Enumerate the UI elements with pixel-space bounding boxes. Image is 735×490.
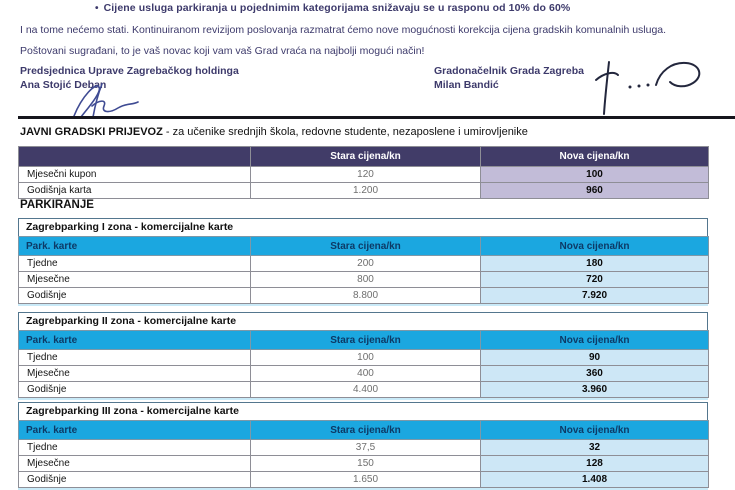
signatory-left-name: Ana Stojić Deban <box>20 79 107 91</box>
column-header-park-karte: Park. karte <box>19 237 251 256</box>
parking-zone-title: Zagrebparking II zona - komercijalne karte <box>18 312 708 330</box>
old-price-cell: 150 <box>251 456 481 472</box>
new-price-cell: 90 <box>481 350 709 366</box>
table-row <box>19 183 709 199</box>
transport-heading-bold: JAVNI GRADSKI PRIJEVOZ <box>20 126 163 138</box>
new-price-cell: 180 <box>481 256 709 272</box>
row-label: Godišnje <box>19 288 251 304</box>
row-label: Tjedne <box>19 440 251 456</box>
table-row <box>19 167 709 183</box>
parking-zone-table <box>18 402 708 488</box>
intro-paragraph-2: Poštovani sugrađani, to je vaš novac koji vam vaš Grad vraća na najbolji mogući način! <box>20 45 425 57</box>
old-price-cell: 100 <box>251 350 481 366</box>
signature-bandic-icon <box>578 54 710 120</box>
transport-header-row <box>19 147 709 167</box>
table-row <box>19 440 709 456</box>
bullet-icon: • <box>95 3 99 14</box>
signature-ana-icon <box>68 80 160 120</box>
row-label: Mjesečni kupon <box>19 167 251 183</box>
old-price-cell: 8.800 <box>251 288 481 304</box>
column-header-park-karte: Park. karte <box>19 421 251 440</box>
row-label: Godišnje <box>19 382 251 398</box>
column-header-old-price: Stara cijena/kn <box>251 237 481 256</box>
row-label: Godišnje <box>19 472 251 488</box>
table-row <box>19 288 709 304</box>
column-header-new-price: Nova cijena/kn <box>481 421 709 440</box>
transport-section-heading <box>20 126 528 138</box>
old-price-cell: 1.200 <box>251 183 481 199</box>
old-price-cell: 120 <box>251 167 481 183</box>
new-price-cell: 128 <box>481 456 709 472</box>
parking-zone-table <box>18 218 708 304</box>
old-price-cell: 37,5 <box>251 440 481 456</box>
row-label: Mjesečne <box>19 456 251 472</box>
new-price-cell: 7.920 <box>481 288 709 304</box>
old-price-cell: 200 <box>251 256 481 272</box>
old-price-cell: 1.650 <box>251 472 481 488</box>
row-label: Mjesečne <box>19 366 251 382</box>
new-price-cell: 960 <box>481 183 709 199</box>
intro-bullet-text: Cijene usluga parkiranja u pojednimim kategorijama snižavaju se u rasponu od 10% do 60% <box>103 2 571 14</box>
column-header-park-karte: Park. karte <box>19 331 251 350</box>
new-price-cell: 720 <box>481 272 709 288</box>
column-header-new-price: Nova cijena/kn <box>481 147 709 167</box>
intro-bullet-line <box>95 2 570 14</box>
parking-zone-title: Zagrebparking III zona - komercijalne karte <box>18 402 708 420</box>
section-divider <box>18 116 735 119</box>
column-header-new-price: Nova cijena/kn <box>481 331 709 350</box>
parking-section-heading: PARKIRANJE <box>20 199 94 211</box>
old-price-cell: 4.400 <box>251 382 481 398</box>
parking-zone-title: Zagrebparking I zona - komercijalne karte <box>18 218 708 236</box>
new-price-cell: 360 <box>481 366 709 382</box>
old-price-cell: 800 <box>251 272 481 288</box>
new-price-cell: 100 <box>481 167 709 183</box>
column-header-old-price: Stara cijena/kn <box>251 147 481 167</box>
new-price-cell: 32 <box>481 440 709 456</box>
column-header-new-price: Nova cijena/kn <box>481 237 709 256</box>
table-row <box>19 256 709 272</box>
row-label: Mjesečne <box>19 272 251 288</box>
table-row <box>19 382 709 398</box>
column-header-empty <box>19 147 251 167</box>
new-price-cell: 3.960 <box>481 382 709 398</box>
row-label: Tjedne <box>19 256 251 272</box>
signatory-right-name: Milan Bandić <box>434 79 499 91</box>
parking-zone-table <box>18 312 708 398</box>
parking-header-row <box>19 237 709 256</box>
column-header-old-price: Stara cijena/kn <box>251 421 481 440</box>
row-label: Godišnja karta <box>19 183 251 199</box>
table-row <box>19 472 709 488</box>
table-row <box>19 456 709 472</box>
signatory-right-title: Gradonačelnik Grada Zagreba <box>434 65 584 77</box>
table-row <box>19 366 709 382</box>
table-row <box>19 350 709 366</box>
new-price-cell: 1.408 <box>481 472 709 488</box>
parking-header-row <box>19 421 709 440</box>
signatory-left-title: Predsjednica Uprave Zagrebačkog holdinga <box>20 65 239 77</box>
intro-paragraph-1: I na tome nećemo stati. Kontinuiranom revizijom poslovanja razmatrat ćemo nove mogućnosti korekcija cijena gradskih komunalnih usluga. <box>20 24 667 36</box>
row-label: Tjedne <box>19 350 251 366</box>
signatory-right <box>434 64 584 92</box>
old-price-cell: 400 <box>251 366 481 382</box>
parking-header-row <box>19 331 709 350</box>
transport-price-table <box>18 146 709 199</box>
table-row <box>19 272 709 288</box>
transport-heading-rest: - za učenike srednjih škola, redovne studente, nezaposlene i umirovljenike <box>162 126 528 138</box>
column-header-old-price: Stara cijena/kn <box>251 331 481 350</box>
